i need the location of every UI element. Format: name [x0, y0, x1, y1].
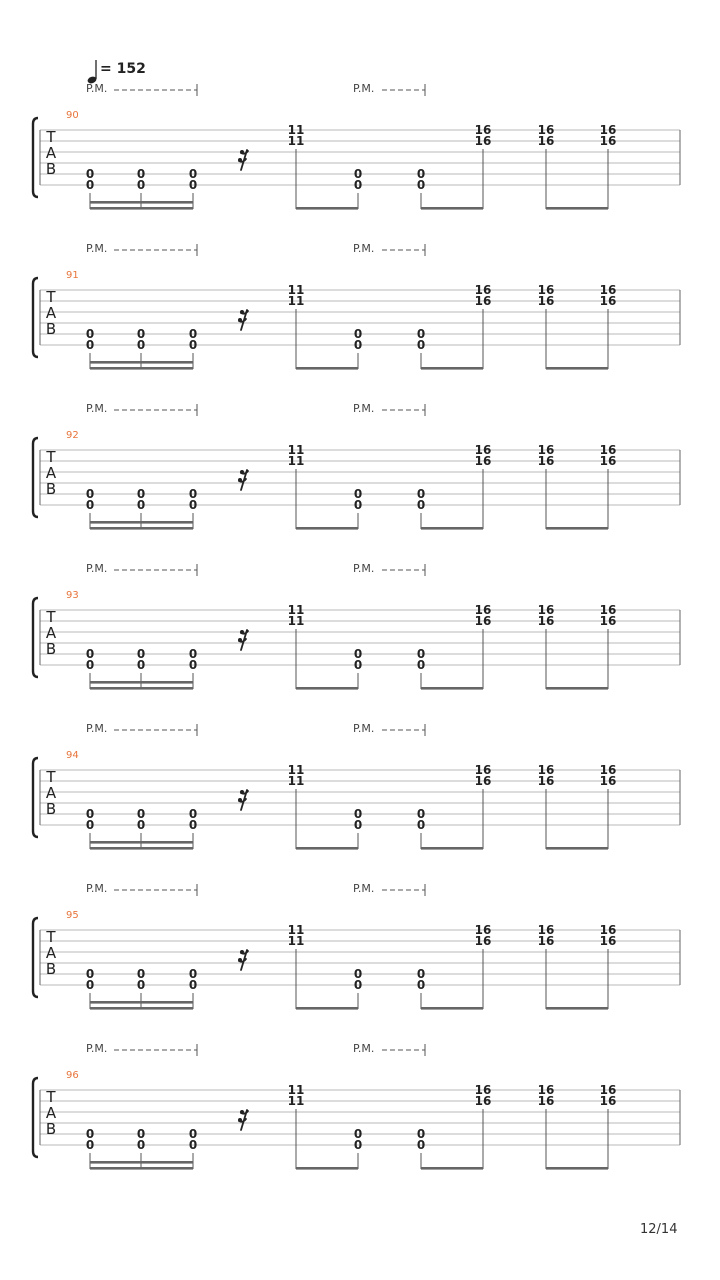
fret-number: 0 [353, 658, 363, 672]
fret-number: 11 [287, 774, 305, 788]
fret-number: 0 [353, 487, 363, 501]
fret-number: 16 [537, 443, 555, 457]
fret-number: 16 [599, 294, 617, 308]
fret-number: 16 [599, 443, 617, 457]
fret-number: 16 [599, 454, 617, 468]
tab-clef-b: B [45, 800, 57, 818]
tab-clef-t: T [46, 448, 56, 466]
tab-clef-a: A [45, 1104, 57, 1122]
fret-number: 0 [416, 327, 426, 341]
fret-number: 11 [287, 443, 305, 457]
fret-number: 0 [353, 818, 363, 832]
fret-number: 16 [537, 774, 555, 788]
fret-number: 0 [136, 178, 146, 192]
fret-number: 16 [474, 614, 492, 628]
fret-number: 16 [474, 294, 492, 308]
tempo-equals: = [100, 61, 112, 77]
fret-number: 0 [85, 1127, 95, 1141]
note-beam [546, 1167, 608, 1170]
note-beam [296, 527, 358, 530]
fret-number: 16 [599, 614, 617, 628]
fret-number: 0 [188, 967, 198, 981]
system-bracket [33, 598, 38, 677]
system-bracket [33, 278, 38, 357]
fret-number: 0 [85, 167, 95, 181]
fret-number: 0 [85, 338, 95, 352]
rest-dot [238, 958, 242, 962]
note-beam [421, 687, 483, 690]
note-beam [421, 847, 483, 850]
rest-dot [238, 798, 242, 802]
fret-number: 0 [188, 167, 198, 181]
rest-dot [238, 158, 242, 162]
note-beam [90, 1161, 193, 1164]
fret-number: 0 [188, 498, 198, 512]
fret-number: 0 [353, 978, 363, 992]
fret-number: 16 [474, 283, 492, 297]
note-beam [421, 207, 483, 210]
fret-number: 16 [537, 614, 555, 628]
fret-number: 0 [188, 487, 198, 501]
note-beam [296, 687, 358, 690]
fret-number: 16 [474, 934, 492, 948]
fret-number: 0 [416, 1127, 426, 1141]
fret-number: 0 [136, 498, 146, 512]
measure-number: 91 [66, 270, 79, 281]
system-bracket [33, 758, 38, 837]
measure-number: 93 [66, 590, 79, 601]
tab-clef-a: A [45, 464, 57, 482]
fret-number: 0 [136, 1127, 146, 1141]
note-beam [90, 1167, 193, 1170]
fret-number: 0 [136, 978, 146, 992]
fret-number: 0 [136, 818, 146, 832]
fret-number: 0 [85, 498, 95, 512]
fret-number: 16 [537, 294, 555, 308]
fret-number: 0 [416, 498, 426, 512]
fret-number: 0 [416, 807, 426, 821]
fret-number: 0 [416, 338, 426, 352]
fret-number: 0 [85, 487, 95, 501]
tab-clef-b: B [45, 1120, 57, 1138]
fret-number: 16 [599, 603, 617, 617]
note-beam [90, 1001, 193, 1004]
note-beam [421, 527, 483, 530]
note-beam [90, 687, 193, 690]
fret-number: 11 [287, 923, 305, 937]
palm-mute-label: P.M. [86, 82, 108, 95]
note-beam [90, 681, 193, 684]
fret-number: 0 [136, 338, 146, 352]
note-beam [296, 847, 358, 850]
rest-dot [240, 630, 244, 634]
fret-number: 16 [537, 454, 555, 468]
fret-number: 11 [287, 1083, 305, 1097]
rest-dot [240, 150, 244, 154]
fret-number: 0 [188, 1127, 198, 1141]
fret-number: 16 [474, 603, 492, 617]
fret-number: 0 [85, 807, 95, 821]
fret-number: 0 [136, 967, 146, 981]
measure-number: 94 [66, 750, 79, 761]
measure-number: 95 [66, 910, 79, 921]
fret-number: 0 [136, 1138, 146, 1152]
fret-number: 16 [599, 1094, 617, 1108]
rest-dot [240, 790, 244, 794]
fret-number: 0 [353, 967, 363, 981]
fret-number: 0 [353, 1127, 363, 1141]
note-beam [546, 1007, 608, 1010]
system-bracket [33, 1078, 38, 1157]
tab-clef-t: T [46, 288, 56, 306]
tab-clef-t: T [46, 768, 56, 786]
tab-clef-a: A [45, 624, 57, 642]
rest-dot [238, 318, 242, 322]
note-beam [296, 1167, 358, 1170]
rest-dot [238, 478, 242, 482]
fret-number: 0 [353, 498, 363, 512]
palm-mute-label: P.M. [86, 1042, 108, 1055]
palm-mute-label: P.M. [353, 402, 375, 415]
fret-number: 0 [353, 338, 363, 352]
tab-clef-b: B [45, 320, 57, 338]
fret-number: 0 [416, 487, 426, 501]
fret-number: 0 [136, 807, 146, 821]
fret-number: 16 [537, 1083, 555, 1097]
fret-number: 16 [599, 134, 617, 148]
tab-clef-a: A [45, 304, 57, 322]
fret-number: 0 [85, 178, 95, 192]
tab-clef-b: B [45, 160, 57, 178]
fret-number: 0 [416, 967, 426, 981]
fret-number: 16 [474, 763, 492, 777]
note-beam [90, 1007, 193, 1010]
fret-number: 16 [537, 923, 555, 937]
fret-number: 16 [537, 283, 555, 297]
note-beam [90, 841, 193, 844]
fret-number: 0 [188, 647, 198, 661]
note-beam [546, 367, 608, 370]
fret-number: 0 [188, 978, 198, 992]
fret-number: 0 [353, 178, 363, 192]
fret-number: 16 [537, 763, 555, 777]
fret-number: 11 [287, 283, 305, 297]
fret-number: 0 [188, 818, 198, 832]
fret-number: 0 [136, 167, 146, 181]
fret-number: 11 [287, 294, 305, 308]
fret-number: 11 [287, 934, 305, 948]
tab-clef-a: A [45, 144, 57, 162]
fret-number: 0 [136, 647, 146, 661]
fret-number: 0 [85, 658, 95, 672]
palm-mute-label: P.M. [86, 722, 108, 735]
tab-clef-b: B [45, 640, 57, 658]
fret-number: 0 [85, 1138, 95, 1152]
measure-number: 96 [66, 1070, 79, 1081]
fret-number: 0 [416, 647, 426, 661]
fret-number: 16 [474, 1083, 492, 1097]
fret-number: 16 [599, 1083, 617, 1097]
fret-number: 16 [599, 283, 617, 297]
fret-number: 0 [188, 658, 198, 672]
fret-number: 11 [287, 454, 305, 468]
fret-number: 0 [136, 658, 146, 672]
palm-mute-label: P.M. [353, 242, 375, 255]
rest-dot [238, 638, 242, 642]
note-beam [90, 207, 193, 210]
rest-dot [240, 950, 244, 954]
fret-number: 0 [188, 327, 198, 341]
tab-clef-t: T [46, 1088, 56, 1106]
tab-clef-b: B [45, 960, 57, 978]
palm-mute-label: P.M. [353, 882, 375, 895]
tempo-bpm: 152 [116, 61, 146, 77]
fret-number: 16 [474, 774, 492, 788]
system-bracket [33, 118, 38, 197]
system-bracket [33, 918, 38, 997]
rest-dot [240, 470, 244, 474]
note-beam [546, 687, 608, 690]
fret-number: 0 [353, 167, 363, 181]
fret-number: 11 [287, 134, 305, 148]
fret-number: 0 [85, 647, 95, 661]
palm-mute-label: P.M. [353, 82, 375, 95]
note-beam [296, 1007, 358, 1010]
tab-clef-t: T [46, 128, 56, 146]
fret-number: 16 [599, 123, 617, 137]
fret-number: 0 [136, 487, 146, 501]
fret-number: 0 [416, 978, 426, 992]
note-beam [546, 207, 608, 210]
page-number: 12/14 [640, 1222, 678, 1237]
fret-number: 0 [188, 807, 198, 821]
note-beam [546, 527, 608, 530]
fret-number: 0 [85, 967, 95, 981]
note-beam [90, 527, 193, 530]
palm-mute-label: P.M. [86, 402, 108, 415]
fret-number: 0 [416, 167, 426, 181]
tab-clef-b: B [45, 480, 57, 498]
fret-number: 16 [599, 774, 617, 788]
note-beam [90, 361, 193, 364]
fret-number: 16 [474, 923, 492, 937]
system-bracket [33, 438, 38, 517]
fret-number: 0 [416, 1138, 426, 1152]
fret-number: 0 [188, 1138, 198, 1152]
fret-number: 0 [85, 818, 95, 832]
fret-number: 0 [188, 338, 198, 352]
fret-number: 11 [287, 614, 305, 628]
fret-number: 16 [474, 134, 492, 148]
fret-number: 0 [353, 647, 363, 661]
fret-number: 0 [416, 818, 426, 832]
fret-number: 16 [474, 443, 492, 457]
fret-number: 0 [85, 978, 95, 992]
fret-number: 16 [537, 1094, 555, 1108]
fret-number: 0 [85, 327, 95, 341]
fret-number: 0 [136, 327, 146, 341]
palm-mute-label: P.M. [353, 562, 375, 575]
fret-number: 0 [353, 1138, 363, 1152]
note-beam [90, 201, 193, 204]
palm-mute-label: P.M. [353, 1042, 375, 1055]
fret-number: 0 [353, 327, 363, 341]
measure-number: 90 [66, 110, 79, 121]
note-beam [90, 521, 193, 524]
note-beam [90, 367, 193, 370]
fret-number: 16 [474, 454, 492, 468]
fret-number: 11 [287, 763, 305, 777]
fret-number: 16 [537, 603, 555, 617]
palm-mute-label: P.M. [86, 242, 108, 255]
fret-number: 16 [537, 123, 555, 137]
note-beam [421, 1167, 483, 1170]
fret-number: 0 [416, 178, 426, 192]
fret-number: 16 [537, 134, 555, 148]
measure-number: 92 [66, 430, 79, 441]
fret-number: 16 [599, 934, 617, 948]
note-beam [90, 847, 193, 850]
fret-number: 0 [188, 178, 198, 192]
tab-clef-t: T [46, 928, 56, 946]
note-beam [546, 847, 608, 850]
fret-number: 16 [537, 934, 555, 948]
note-beam [296, 367, 358, 370]
fret-number: 16 [599, 763, 617, 777]
rest-dot [240, 310, 244, 314]
fret-number: 11 [287, 1094, 305, 1108]
fret-number: 16 [474, 1094, 492, 1108]
fret-number: 16 [474, 123, 492, 137]
fret-number: 16 [599, 923, 617, 937]
note-beam [421, 367, 483, 370]
fret-number: 0 [416, 658, 426, 672]
fret-number: 11 [287, 123, 305, 137]
tab-clef-a: A [45, 944, 57, 962]
rest-dot [240, 1110, 244, 1114]
fret-number: 11 [287, 603, 305, 617]
palm-mute-label: P.M. [86, 562, 108, 575]
note-beam [421, 1007, 483, 1010]
fret-number: 0 [353, 807, 363, 821]
palm-mute-label: P.M. [86, 882, 108, 895]
palm-mute-label: P.M. [353, 722, 375, 735]
tab-clef-a: A [45, 784, 57, 802]
tab-clef-t: T [46, 608, 56, 626]
note-beam [296, 207, 358, 210]
rest-dot [238, 1118, 242, 1122]
